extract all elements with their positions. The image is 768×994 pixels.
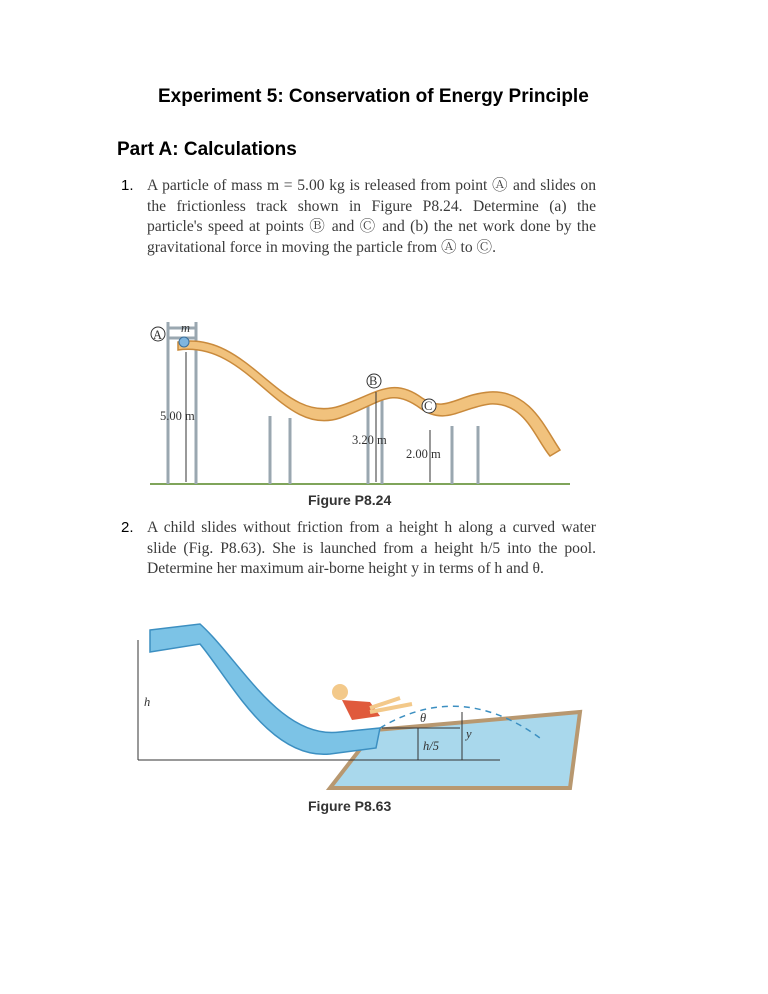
label-h5: h/5	[423, 739, 439, 753]
height-b-label: 3.20 m	[352, 433, 387, 447]
label-y: y	[466, 727, 472, 741]
child-head	[332, 684, 348, 700]
point-a-label: A	[153, 328, 163, 342]
section-heading: Part A: Calculations	[117, 139, 297, 160]
problem-1-number: 1.	[121, 177, 134, 194]
figure-p8-24	[140, 318, 580, 490]
problem-1	[121, 176, 596, 258]
particle-ball	[179, 337, 189, 347]
figure-p8-63-caption: Figure P8.63	[308, 798, 392, 814]
pool	[330, 712, 580, 788]
height-a-label: 5.00 m	[160, 409, 195, 423]
problem-1-text: A particle of mass m = 5.00 kg is released from point Ⓐ and slides on the frictionless track shown in Figure P8.24. Determine (a) the particle's speed at points Ⓑ and Ⓒ and (b) the net work done by the gravitational force in moving the particle from Ⓐ to Ⓒ.	[147, 177, 596, 256]
point-b-label: B	[369, 374, 378, 388]
label-theta: θ	[420, 711, 427, 725]
figure-p8-63	[130, 620, 590, 792]
mass-label: m	[181, 321, 191, 335]
label-h: h	[144, 695, 151, 709]
problem-2-number: 2.	[121, 519, 134, 536]
document-title: Experiment 5: Conservation of Energy Principle	[158, 86, 589, 107]
figure-p8-24-caption: Figure P8.24	[308, 492, 392, 508]
height-c-label: 2.00 m	[406, 447, 441, 461]
point-c-label: C	[424, 399, 433, 413]
problem-2-text: A child slides without friction from a height h along a curved water slide (Fig. P8.63). She is launched from a height h/5 into the pool. Determine her maximum air-borne height y in terms of h and θ.	[147, 519, 596, 577]
child-legs	[370, 698, 412, 712]
problem-2	[121, 518, 596, 580]
